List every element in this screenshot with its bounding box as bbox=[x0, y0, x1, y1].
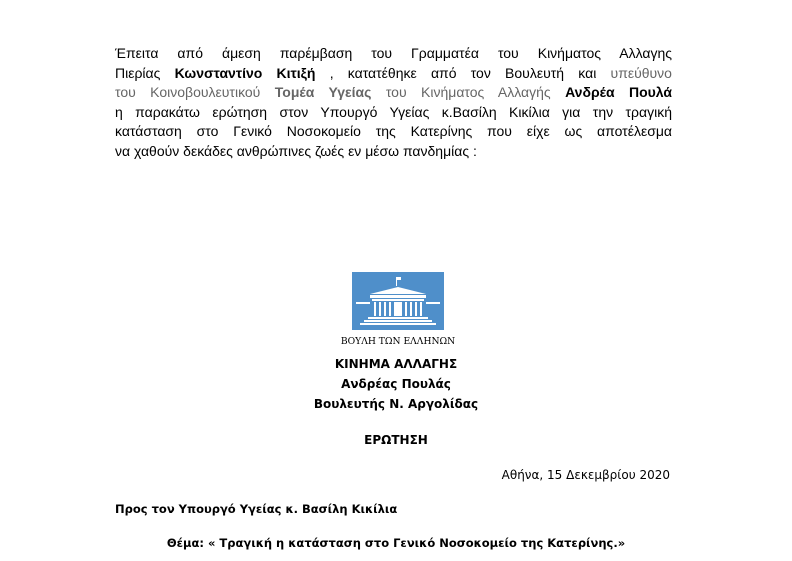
document-type: ΕΡΩΤΗΣΗ bbox=[364, 433, 428, 447]
intro-paragraph bbox=[115, 44, 672, 161]
party-name: ΚΙΝΗΜΑ ΑΛΛΑΓΗΣ bbox=[334, 357, 458, 371]
intro-text: Πιερίας bbox=[115, 64, 175, 81]
intro-line-3 bbox=[115, 83, 672, 103]
subject-line: Θέμα: « Τραγική η κατάσταση στο Γενικό Νοσοκομείο της Κατερίνης.» bbox=[166, 536, 626, 550]
mp-role: Βουλευτής Ν. Αργολίδας bbox=[313, 397, 479, 411]
intro-text: , κατατέθηκε από τον Βουλευτή και bbox=[315, 64, 611, 81]
document-date: Αθήνα, 15 Δεκεμβρίου 2020 bbox=[501, 468, 670, 482]
intro-line-1: Έπειτα από άμεση παρέμβαση του Γραμματέα του Κινήματος Αλλαγης bbox=[115, 45, 672, 61]
intro-line-2 bbox=[115, 64, 672, 84]
intro-text-grey: του Κοινοβουλευτικού bbox=[115, 84, 275, 100]
intro-text-grey: του Κινήματος Αλλαγής bbox=[371, 84, 566, 100]
parliament-logo bbox=[340, 272, 456, 348]
intro-text-grey: υπεύθυνο bbox=[610, 64, 672, 81]
intro-line-6: να χαθούν δεκάδες ανθρώπινες ζωές εν μέσω πανδημίας : bbox=[115, 142, 477, 159]
parliament-building-icon bbox=[340, 272, 456, 348]
intro-line-4: η παρακάτω ερώτηση στον Υπουργό Υγείας κ.Βασίλη Κικίλια για την τραγική bbox=[115, 103, 672, 120]
health-sector: Τομέα Υγείας bbox=[274, 84, 372, 100]
logo-caption: ΒΟΥΛΗ ΤΩΝ ΕΛΛΗΝΩΝ bbox=[340, 336, 456, 347]
recipient-line: Προς τον Υπουργό Υγείας κ. Βασίλη Κικίλια bbox=[115, 502, 398, 516]
mp-name: Ανδρέα Πουλά bbox=[565, 84, 672, 100]
intro-line-5: κατάσταση στο Γενικό Νοσοκομείο της Κατερίνης που είχε ως αποτέλεσμα bbox=[115, 123, 672, 139]
secretary-name: Κωνσταντίνο Κιτιξή bbox=[174, 64, 316, 81]
mp-full-name: Ανδρέας Πουλάς bbox=[341, 377, 451, 391]
